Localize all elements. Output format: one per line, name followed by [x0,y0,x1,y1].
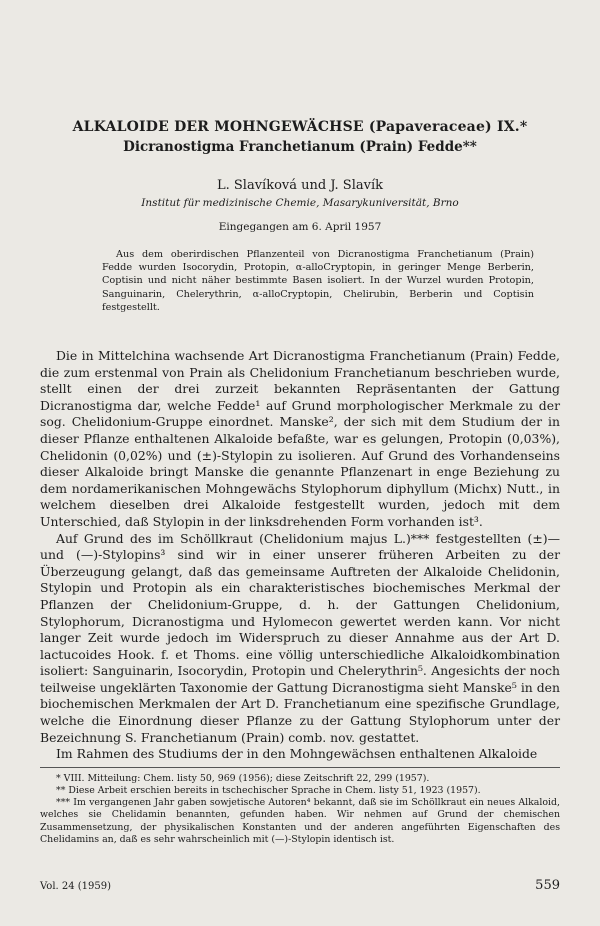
footnote-divider [40,767,560,768]
article-subtitle: Dicranostigma Franchetianum (Prain) Fedde** [123,139,477,155]
paragraph: Die in Mittelchina wachsende Art Dicranostigma Franchetianum (Prain) Fedde, die zum erstenmal von Prain als Chelidonium Franchetianum beschrieben wurde, stellt einen der drei zurzeit bekannten Repräsentanten der Gattung Dicranostigma dar, welche Fedde¹ auf Grund morphologischer Merkmale zu der sog. Chelidonium-Gruppe einordnet. Manske², der sich mit dem Studium der in dieser Pflanze enthaltenen Alkaloide befaßte, war es gelungen, Protopin (0,03%), Chelidonin (0,02%) und (±)-Stylopin zu isolieren. Auf Grund des Vorhandenseins dieser Alkaloide bringt Manske die genannte Pflanzenart in enge Beziehung zu dem nordamerikanischen Mohngewächs Stylophorum diphyllum (Michx) Nutt., in welchem dieselben drei Alkaloide festgestellt wurden, jedoch mit dem Unterschied, daß Stylopin in der linksdrehenden Form vorhanden ist³. [40,348,560,529]
paragraph: Auf Grund des im Schöllkraut (Chelidonium majus L.)*** festgestellten (±)— und (—)-Stylopins³ sind wir in einer unserer früheren Arbeiten zu der Überzeugung gelangt, daß das gemeinsame Auftreten der Alkaloide Chelidonin, Stylopin und Protopin als ein charakteristisches biochemisches Merkmal der Pflanzen der Chelidonium-Gruppe, d. h. der Gattungen Chelidonium, Stylophorum, Dicranostigma und Hylomecon gewertet werden kann. Vor nicht langer Zeit wurde jedoch im Widerspruch zu dieser Annahme aus der Art D. lactucoides Hook. f. et Thoms. eine völlig unterschiedliche Alkaloidkombination isoliert: Sanguinarin, Isocorydin, Protopin und Chelerythrin⁵. Angesichts der noch teilweise ungeklärten Taxonomie der Gattung Dicranostigma sieht Manske⁵ in den biochemischen Merkmalen der Art D. Franchetianum eine spezifische Grundlage, welche die Einordnung dieser Pflanze zu der Gattung Stylophorum unter der Bezeichnung S. Franchetianum (Prain) comb. nov. gestattet. [40,530,560,745]
footnotes [40,773,560,846]
received-date: Eingegangen am 6. April 1957 [218,221,382,233]
page-footer [40,878,560,893]
body-text [40,348,560,763]
footnote: * VIII. Mitteilung: Chem. listy 50, 969 (1956); diese Zeitschrift 22, 299 (1957). [56,772,430,784]
paragraph: Im Rahmen des Studiums der in den Mohngewächsen enthaltenen Alkaloide [56,746,538,762]
volume-label: Vol. 24 (1959) [40,881,112,892]
article-title: ALKALOIDE DER MOHNGEWÄCHSE (Papaveraceae) IX.* [72,119,528,135]
page-number: 559 [535,878,560,893]
authors: L. Slavíková und J. Slavík [216,178,383,193]
institution: Institut für medizinische Chemie, Masarykuniversität, Brno [141,197,459,209]
footnote: *** Im vergangenen Jahr gaben sowjetische Autoren⁴ bekannt, daß sie im Schöllkraut ein neues Alkaloid, welches sie Chelidamin benannten, gefunden haben. Wir nehmen auf Grund der chemischen Zusammensetzung, der physikalischen Konstanten und der anderen angeführten Eigenschaften des Chelidamins an, daß es sehr wahrscheinlich mit (—)-Stylopin identisch ist. [40,797,560,845]
abstract: Aus dem oberirdischen Pflanzenteil von Dicranostigma Franchetianum (Prain) Fedde wurden Isocorydin, Protopin, α-alloCryptopin, in geringer Menge Berberin, Coptisin und nicht näher bestimmte Basen isoliert. In der Wurzel wurden Protopin, Sanguinarin, Chelerythrin, α-alloCryptopin, Chelirubin, Berberin und Coptisin festgestellt. [102,249,534,313]
article [40,118,560,846]
footnote: ** Diese Arbeit erschien bereits in tschechischer Sprache in Chem. listy 51, 1923 (1957). [56,785,481,797]
